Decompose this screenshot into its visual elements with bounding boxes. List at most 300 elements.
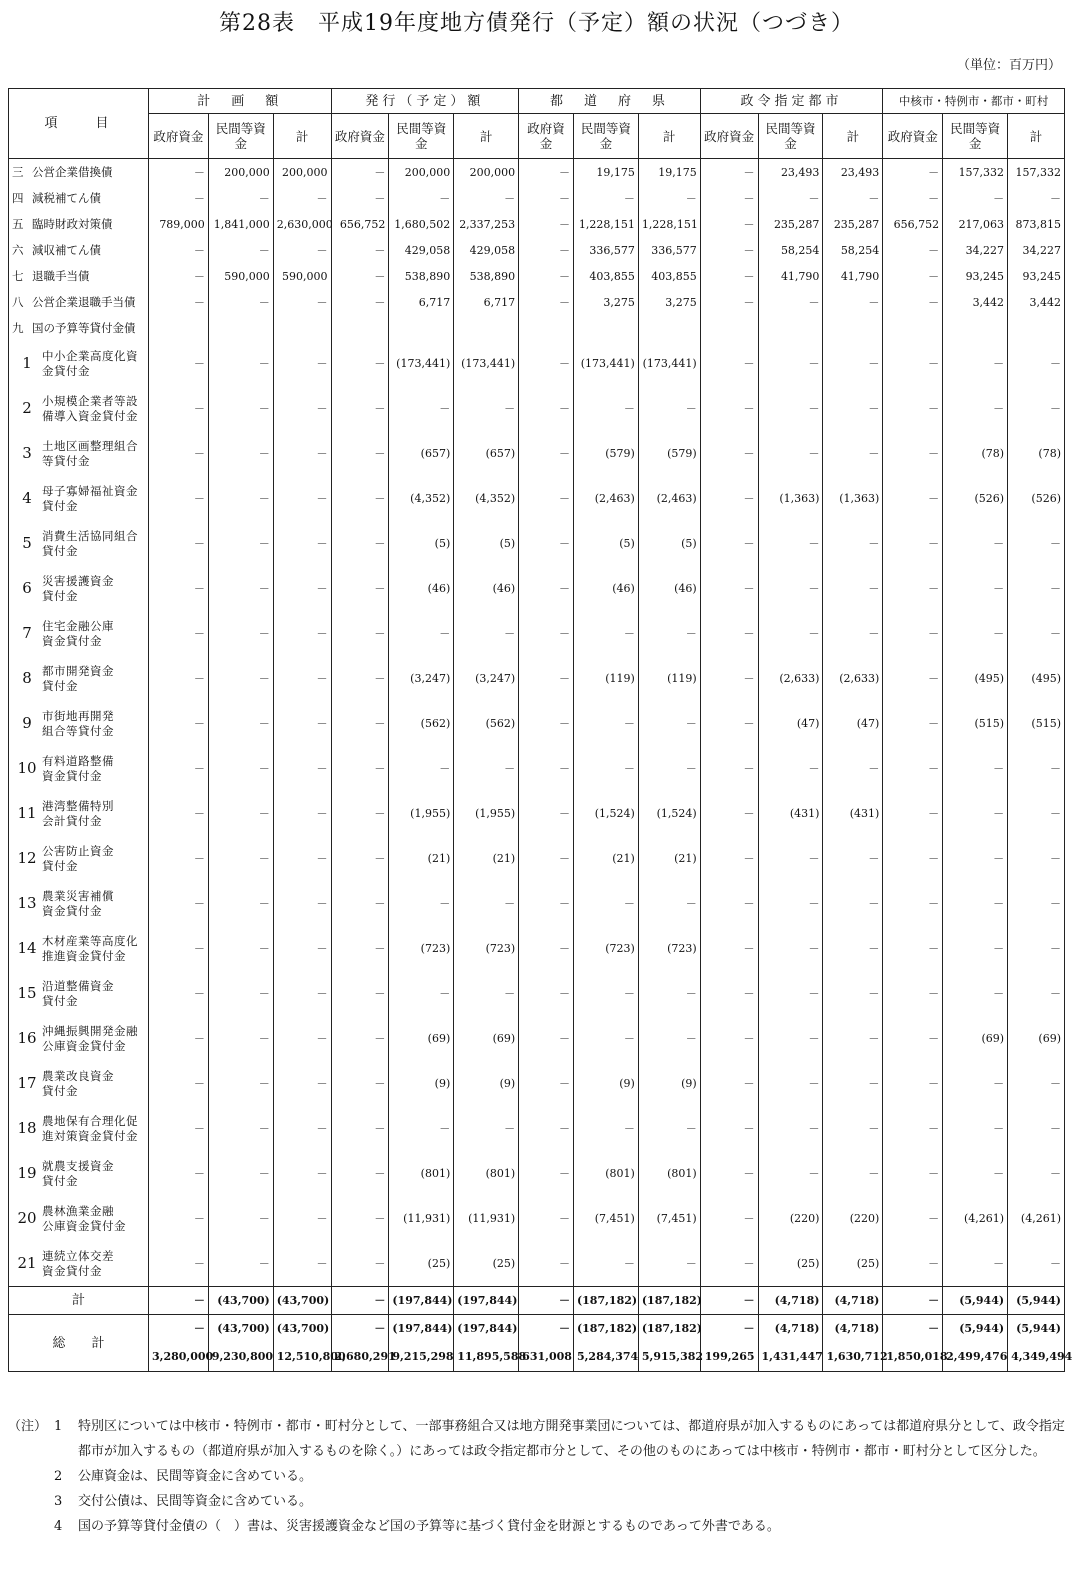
sub-item-label [12,1249,145,1279]
value-cell [208,315,273,341]
row-label [9,521,149,566]
sub-item-line2: 貸付金 [42,858,78,873]
value-cell [943,315,1008,341]
value-cell: － [883,159,943,186]
group-header-plan: 計 画 額 [148,89,331,114]
sub-item-line2: 資金貸付金 [42,903,102,918]
sub-item-line2: 会計貸付金 [42,813,102,828]
value-cell: － [208,701,273,746]
value-cell: (495) [1008,656,1065,701]
grand-total-value: 1,431,447 [761,1350,823,1363]
value-cell: (46) [389,566,454,611]
value-cell: (78) [943,431,1008,476]
value-cell: － [208,237,273,263]
value-cell: (495) [943,656,1008,701]
sub-item-line2: 資金貸付金 [42,1263,102,1278]
sub-item-label [12,484,145,514]
value-cell: － [1008,746,1065,791]
value-cell: － [823,881,883,926]
note-text: 公庫資金は、民間等資金に含めている。 [78,1469,313,1484]
value-cell: － [331,971,389,1016]
sub-item-label [12,574,145,604]
value-cell: 200,000 [389,159,454,186]
value-cell: － [700,836,758,881]
value-cell: － [208,926,273,971]
value-cell: － [273,1061,331,1106]
value-cell: － [519,1151,574,1196]
sub-item-number: 20 [17,1209,37,1227]
value-cell: － [148,159,208,186]
value-cell: (515) [1008,701,1065,746]
value-cell: 58,254 [823,237,883,263]
value-cell [519,315,574,341]
value-cell: (431) [758,791,823,836]
value-cell: － [943,521,1008,566]
sub-item-line1: 市街地再開発 [42,708,114,723]
value-cell: － [331,431,389,476]
value-cell: － [519,701,574,746]
value-cell: (2,463) [573,476,638,521]
value-cell: (801) [389,1151,454,1196]
value-cell: － [148,836,208,881]
value-cell: － [273,476,331,521]
value-cell: (1,524) [573,791,638,836]
value-cell: (2,633) [758,656,823,701]
value-cell: － [273,185,331,211]
subheader-private: 民間等資金 [573,114,638,159]
value-cell: － [823,836,883,881]
value-cell: (4,352) [454,476,519,521]
value-cell: 3,442 [1008,289,1065,315]
sub-item-text [42,1114,138,1144]
row-label [9,1106,149,1151]
value-cell: 656,752 [331,211,389,237]
note-item [8,1489,1065,1514]
value-cell: － [519,971,574,1016]
table-row [9,926,1065,971]
value-cell: (9) [389,1061,454,1106]
note-lead [8,1464,54,1489]
value-cell: － [573,881,638,926]
grand-total-cell [943,1315,1008,1372]
sub-item-label [12,754,145,784]
value-cell: 157,332 [1008,159,1065,186]
value-cell: － [758,746,823,791]
value-cell: － [389,611,454,656]
value-cell [331,315,389,341]
sub-item-line2: 貸付金 [42,543,78,558]
sub-item-line1: 就農支援資金 [42,1158,114,1173]
value-cell: － [519,521,574,566]
sub-item-line1: 農業災害補償 [42,888,114,903]
subtotal-cell: (5,944) [1008,1287,1065,1315]
value-cell: － [573,185,638,211]
sub-item-text [42,664,114,694]
row-label [9,701,149,746]
value-cell: 2,630,000 [273,211,331,237]
value-cell: 200,000 [454,159,519,186]
grand-total-cell [273,1315,346,1372]
sub-item-text [42,889,114,919]
value-cell: － [700,431,758,476]
value-cell: 200,000 [208,159,273,186]
value-cell: 538,890 [389,263,454,289]
row-label [9,656,149,701]
value-cell: (25) [454,1241,519,1287]
grand-total-cell [148,1315,214,1372]
value-cell: (4,261) [943,1196,1008,1241]
value-cell: (4,261) [1008,1196,1065,1241]
group-header-issued: 発行（予定）額 [331,89,519,114]
sub-item-text [42,574,114,604]
sub-item-line2: 資金貸付金 [42,768,102,783]
sub-item-line2: 進対策資金貸付金 [42,1128,138,1143]
row-label-text: 退職手当債 [32,268,90,283]
value-cell: － [331,701,389,746]
value-cell: － [758,1016,823,1061]
value-cell: 590,000 [273,263,331,289]
group-header-other-cities: 中核市・特例市・都市・町村 [883,89,1065,114]
value-cell: － [883,1106,943,1151]
sub-item-text [42,619,114,649]
value-cell: (562) [454,701,519,746]
grand-total-cell [883,1315,948,1372]
table-row [9,656,1065,701]
value-cell: － [273,1241,331,1287]
sub-item-text [42,979,114,1009]
value-cell: － [823,185,883,211]
row-kanji-number: 八 [12,294,24,309]
value-cell: 789,000 [148,211,208,237]
subheader-private: 民間等資金 [758,114,823,159]
grand-total-label: 総 計 [9,1315,149,1372]
value-cell: － [519,746,574,791]
sub-item-line1: 公害防止資金 [42,843,114,858]
value-cell: － [148,1016,208,1061]
value-cell: － [700,521,758,566]
subheader-total: 計 [454,114,519,159]
value-cell [573,315,638,341]
grand-total-value: 199,265 [704,1350,755,1363]
value-cell: － [823,341,883,386]
sub-item-number: 10 [17,759,37,777]
value-cell: － [331,341,389,386]
note-text: 特別区については中核市・特例市・都市・町村分として、一部事務組合又は地方開発事業団については、都道府県が加入するものにあっては都道府県分として、政令指定都市が加入するもの（都道府県が加入するものを除く。）にあっては政令指定都市分として、その他のものにあっては中核市・特例市・都市・町村分として区分した。 [78,1419,1065,1459]
sub-item-number: 11 [17,804,37,822]
value-cell: － [519,476,574,521]
value-cell: － [700,476,758,521]
sub-item-label [12,439,145,469]
value-cell: － [148,971,208,1016]
value-cell: 41,790 [758,263,823,289]
note-item [8,1464,1065,1489]
row-label [9,746,149,791]
value-cell: － [573,1241,638,1287]
value-cell: － [758,926,823,971]
value-cell [823,315,883,341]
sub-item-line2: 資金貸付金 [42,633,102,648]
value-cell: － [208,1016,273,1061]
subheader-gov: 政府資金 [700,114,758,159]
grand-total-cell [823,1315,888,1372]
sub-item-line2: 貸付金 [42,498,78,513]
grand-total-value: 3,280,000 [151,1350,214,1363]
value-cell: － [823,1061,883,1106]
value-cell [1008,315,1065,341]
value-cell: － [208,746,273,791]
value-cell: － [883,1196,943,1241]
subtotal-cell: (197,844) [389,1287,454,1315]
value-cell: (526) [1008,476,1065,521]
value-cell: － [883,341,943,386]
value-cell: － [700,1151,758,1196]
value-cell: － [823,1016,883,1061]
table-row [9,211,1065,237]
value-cell: (723) [389,926,454,971]
value-cell: (69) [1008,1016,1065,1061]
value-cell: － [331,289,389,315]
sub-item-text [42,1024,138,1054]
value-cell: 41,790 [823,263,883,289]
value-cell: (1,363) [758,476,823,521]
grand-total-cell [208,1315,273,1372]
value-cell: － [208,1151,273,1196]
value-cell: － [148,701,208,746]
sub-item-label [12,529,145,559]
value-cell: (579) [638,431,700,476]
sub-item-line1: 農業改良資金 [42,1068,114,1083]
value-cell: 336,577 [638,237,700,263]
subtotal-cell: (43,700) [208,1287,273,1315]
value-cell: － [273,566,331,611]
value-cell: (801) [573,1151,638,1196]
value-cell: 3,442 [943,289,1008,315]
row-label [9,1241,149,1287]
value-cell: (173,441) [454,341,519,386]
value-cell: － [700,386,758,431]
sub-item-text [42,394,138,424]
value-cell: － [148,476,208,521]
value-cell: － [883,791,943,836]
value-cell: － [148,386,208,431]
grand-total-value: 9,215,298 [392,1350,454,1363]
value-cell: － [273,881,331,926]
sub-item-text [42,754,114,784]
row-label [9,289,149,315]
value-cell: － [454,611,519,656]
sub-item-line1: 木材産業等高度化 [42,933,138,948]
value-cell: (173,441) [638,341,700,386]
sub-item-number: 8 [22,669,32,687]
value-cell: － [273,289,331,315]
value-cell: (3,247) [454,656,519,701]
sub-item-text [42,1159,114,1189]
value-cell: － [331,1016,389,1061]
grand-total-paren-value: － [558,1322,570,1335]
value-cell: － [208,1061,273,1106]
grand-total-cell [389,1315,454,1372]
value-cell: (431) [823,791,883,836]
note-lead [8,1489,54,1514]
value-cell: 3,275 [573,289,638,315]
value-cell: － [883,476,943,521]
sub-item-text [42,1204,126,1234]
value-cell: － [208,289,273,315]
note-number: 2 [54,1469,63,1484]
value-cell: 873,815 [1008,211,1065,237]
value-cell: 538,890 [454,263,519,289]
value-cell: － [700,211,758,237]
value-cell: 200,000 [273,159,331,186]
grand-total-paren-value: (5,944) [959,1322,1005,1335]
value-cell: － [758,289,823,315]
value-cell: － [943,836,1008,881]
value-cell: － [758,1151,823,1196]
subheader-gov: 政府資金 [883,114,943,159]
value-cell: － [389,971,454,1016]
value-cell: － [700,185,758,211]
grand-total-cell [573,1315,638,1372]
value-cell: － [148,611,208,656]
sub-item-label [12,619,145,649]
sub-item-line1: 沿道整備資金 [42,978,114,993]
grand-total-value: 4,349,494 [1011,1350,1073,1363]
table-row [9,476,1065,521]
subheader-total: 計 [638,114,700,159]
row-kanji-number: 七 [12,268,24,283]
value-cell: － [148,1061,208,1106]
value-cell: (21) [573,836,638,881]
sub-item-line1: 農地保有合理化促 [42,1113,138,1128]
value-cell: 19,175 [638,159,700,186]
value-cell: － [331,386,389,431]
value-cell: (723) [638,926,700,971]
value-cell: － [331,926,389,971]
sub-item-number: 2 [22,399,32,417]
subtotal-cell: － [883,1287,943,1315]
value-cell: (5) [389,521,454,566]
value-cell: － [454,971,519,1016]
value-cell: 429,058 [454,237,519,263]
row-label-text: 減収補てん債 [32,242,101,257]
grand-total-paren-value: (187,182) [641,1322,703,1335]
grand-total-cell [700,1315,758,1372]
value-cell: － [883,237,943,263]
value-cell: － [148,1106,208,1151]
value-cell: － [758,881,823,926]
value-cell: － [331,1196,389,1241]
value-cell: － [208,836,273,881]
sub-item-number: 6 [22,579,32,597]
note-number: 1 [54,1419,63,1434]
row-kanji-number: 六 [12,242,24,257]
subtotal-label: 計 [9,1287,149,1315]
value-cell: (9) [454,1061,519,1106]
value-cell: － [389,746,454,791]
value-cell [758,315,823,341]
row-label [9,476,149,521]
sub-item-number: 14 [17,939,37,957]
value-cell: － [1008,881,1065,926]
value-cell: － [208,881,273,926]
value-cell: 235,287 [823,211,883,237]
grand-total-paren-value: (197,844) [457,1322,518,1335]
value-cell: － [148,289,208,315]
grand-total-cell [454,1315,527,1372]
grand-total-cell [1008,1315,1073,1372]
value-cell: 1,680,502 [389,211,454,237]
value-cell: － [700,1106,758,1151]
value-cell: 1,228,151 [638,211,700,237]
sub-item-text [42,484,138,514]
value-cell: － [700,1016,758,1061]
subtotal-cell: (5,944) [943,1287,1008,1315]
value-cell: (173,441) [573,341,638,386]
value-cell: － [573,746,638,791]
value-cell: (723) [573,926,638,971]
value-cell: － [758,836,823,881]
value-cell: 19,175 [573,159,638,186]
value-cell: 157,332 [943,159,1008,186]
value-cell: － [758,431,823,476]
sub-item-text [42,1249,114,1279]
grand-total-paren-value: (197,844) [392,1322,453,1335]
value-cell: － [148,263,208,289]
value-cell: － [883,701,943,746]
sub-item-line2: 推進資金貸付金 [42,948,126,963]
value-cell: (78) [1008,431,1065,476]
value-cell: － [883,1016,943,1061]
value-cell: － [823,289,883,315]
sub-item-number: 17 [17,1074,37,1092]
grand-total-value: 11,895,588 [457,1350,527,1363]
sub-item-number: 12 [17,849,37,867]
value-cell: (21) [389,836,454,881]
value-cell: － [273,431,331,476]
note-lead: （注） [8,1419,48,1434]
value-cell: － [273,1196,331,1241]
value-cell: － [519,836,574,881]
value-cell: (69) [943,1016,1008,1061]
group-header-designated-city: 政令指定都市 [700,89,883,114]
value-cell: － [883,431,943,476]
value-cell: － [273,701,331,746]
table-row [9,1241,1065,1287]
value-cell: － [208,386,273,431]
value-cell: － [454,185,519,211]
value-cell: － [758,566,823,611]
value-cell: 656,752 [883,211,943,237]
value-cell: (46) [454,566,519,611]
grand-total-value: 2,680,291 [334,1350,396,1363]
value-cell: － [883,971,943,1016]
row-label [9,971,149,1016]
value-cell: － [700,791,758,836]
value-cell: 23,493 [758,159,823,186]
table-row [9,1016,1065,1061]
note-item [8,1414,1065,1464]
row-label [9,211,149,237]
table-row [9,237,1065,263]
row-label [9,791,149,836]
value-cell: － [273,656,331,701]
value-cell: － [700,1241,758,1287]
value-cell: (7,451) [573,1196,638,1241]
table-row [9,701,1065,746]
row-label [9,237,149,263]
sub-item-label [12,799,145,829]
sub-item-line2: 貸付金 [42,1083,78,1098]
